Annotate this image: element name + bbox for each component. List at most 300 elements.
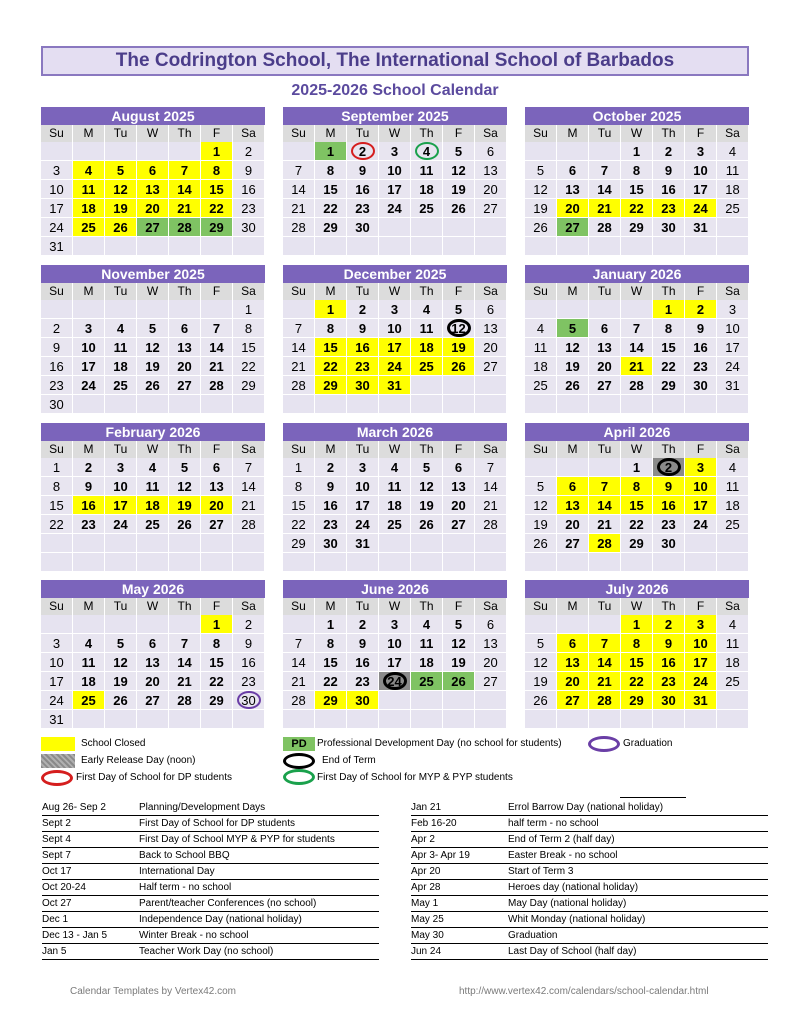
calendar-blank: [73, 237, 105, 256]
top-rule: [620, 797, 686, 798]
calendar-day: 9: [347, 161, 379, 180]
calendar-blank: [41, 300, 73, 319]
calendar-blank: [621, 237, 653, 256]
calendar-day: 1: [233, 300, 265, 319]
calendar-day: 7: [169, 161, 201, 180]
calendar-day: 9: [233, 161, 265, 180]
calendar-blank: [653, 710, 685, 729]
event-description: Independence Day (national holiday): [139, 914, 302, 925]
calendar-day: 10: [685, 161, 717, 180]
calendar-blank: [411, 395, 443, 414]
calendar-day: 30: [347, 376, 379, 395]
calendar-blank: [105, 615, 137, 634]
calendar-day: 16: [347, 180, 379, 199]
calendar-blank: [233, 237, 265, 256]
event-date: Feb 16-20: [411, 818, 457, 829]
event-description: Errol Barrow Day (national holiday): [508, 802, 664, 813]
calendar-day: 13: [169, 338, 201, 357]
calendar-day: 29: [233, 376, 265, 395]
event-date: Apr 2: [411, 834, 435, 845]
calendar-blank: [621, 395, 653, 414]
calendar-blank: [475, 534, 507, 553]
calendar-day: 11: [525, 338, 557, 357]
calendar-day: 18: [717, 180, 749, 199]
calendar-day: 12: [525, 653, 557, 672]
calendar-blank: [443, 691, 475, 710]
weekday-label: Su: [41, 125, 73, 142]
weekday-label: M: [557, 125, 589, 142]
calendar-subtitle: 2025-2026 School Calendar: [291, 82, 499, 99]
calendar-blank: [525, 710, 557, 729]
calendar-day: 28: [169, 691, 201, 710]
calendar-day: 27: [475, 357, 507, 376]
calendar-day: 3: [41, 161, 73, 180]
calendar-day: 18: [137, 496, 169, 515]
calendar-day: 25: [525, 376, 557, 395]
calendar-blank: [443, 395, 475, 414]
calendar-day: 14: [621, 338, 653, 357]
calendar-blank: [73, 615, 105, 634]
calendar-day: 12: [169, 477, 201, 496]
calendar-day: 28: [169, 218, 201, 237]
calendar-day: 17: [379, 338, 411, 357]
calendar-day: 27: [169, 376, 201, 395]
calendar-day: 15: [653, 338, 685, 357]
calendar-blank: [105, 553, 137, 572]
calendar-blank: [73, 300, 105, 319]
month-calendar: [525, 265, 749, 414]
weekday-label: Th: [411, 125, 443, 142]
calendar-day: 5: [443, 300, 475, 319]
calendar-blank: [105, 237, 137, 256]
weekday-label: Su: [525, 125, 557, 142]
event-date: Sept 4: [42, 834, 71, 845]
calendar-blank: [73, 395, 105, 414]
calendar-blank: [653, 553, 685, 572]
calendar-blank: [73, 534, 105, 553]
calendar-blank: [137, 300, 169, 319]
event-date: Dec 13 - Jan 5: [42, 930, 108, 941]
weekday-label: Sa: [717, 125, 749, 142]
calendar-day: 17: [105, 496, 137, 515]
calendar-day: 19: [525, 515, 557, 534]
calendar-day: 27: [137, 218, 169, 237]
calendar-blank: [233, 710, 265, 729]
calendar-day: 3: [685, 615, 717, 634]
calendar-blank: [525, 458, 557, 477]
calendar-blank: [201, 237, 233, 256]
month-calendar: [41, 265, 265, 414]
calendar-day: 14: [589, 180, 621, 199]
calendar-day: 30: [653, 534, 685, 553]
early-swatch: [41, 754, 75, 768]
calendar-blank: [475, 691, 507, 710]
calendar-day: 9: [685, 319, 717, 338]
weekday-label: F: [201, 441, 233, 458]
calendar-day: 15: [201, 180, 233, 199]
event-row: [411, 928, 768, 943]
calendar-day: 8: [201, 634, 233, 653]
calendar-day: 25: [717, 199, 749, 218]
weekday-label: F: [201, 283, 233, 300]
event-row: [42, 896, 379, 911]
event-description: Half term - no school: [139, 882, 232, 893]
legend-end-term: End of Term: [322, 755, 376, 766]
calendar-day: 1: [283, 458, 315, 477]
calendar-day: 12: [525, 496, 557, 515]
weekday-label: Su: [525, 598, 557, 615]
weekday-label: W: [621, 441, 653, 458]
calendar-day: 20: [557, 672, 589, 691]
calendar-blank: [169, 615, 201, 634]
calendar-day: 2: [315, 458, 347, 477]
calendar-day: 24: [73, 376, 105, 395]
calendar-day: 5: [557, 319, 589, 338]
calendar-blank: [315, 710, 347, 729]
calendar-day: 19: [443, 338, 475, 357]
calendar-day: 29: [315, 218, 347, 237]
event-row: [411, 864, 768, 879]
calendar-day: 22: [621, 515, 653, 534]
event-description: End of Term 2 (half day): [508, 834, 615, 845]
calendar-day: 27: [475, 672, 507, 691]
calendar-blank: [169, 300, 201, 319]
weekday-label: Th: [653, 283, 685, 300]
calendar-blank: [137, 237, 169, 256]
calendar-day: 9: [73, 477, 105, 496]
calendar-blank: [717, 553, 749, 572]
weekday-label: Sa: [717, 283, 749, 300]
calendar-day: 7: [283, 319, 315, 338]
month-calendar: [41, 423, 265, 572]
calendar-blank: [137, 395, 169, 414]
calendar-day: 31: [685, 691, 717, 710]
calendar-day: 26: [525, 218, 557, 237]
event-date: Sept 7: [42, 850, 71, 861]
month-title: March 2026: [283, 423, 507, 441]
weekday-label: Th: [653, 441, 685, 458]
calendar-day: 26: [443, 199, 475, 218]
event-description: First Day of School for DP students: [139, 818, 295, 829]
calendar-day: 14: [589, 653, 621, 672]
calendar-day: 10: [41, 180, 73, 199]
calendar-blank: [379, 710, 411, 729]
calendar-day: 5: [169, 458, 201, 477]
weekday-label: Sa: [475, 283, 507, 300]
calendar-blank: [717, 710, 749, 729]
calendar-blank: [411, 237, 443, 256]
calendar-day: 24: [379, 357, 411, 376]
calendar-day: 11: [73, 180, 105, 199]
event-date: Apr 28: [411, 882, 441, 893]
calendar-day: 2: [233, 615, 265, 634]
weekday-label: Tu: [105, 283, 137, 300]
calendar-day: 13: [475, 161, 507, 180]
calendar-day: 31: [41, 237, 73, 256]
calendar-day: 17: [379, 180, 411, 199]
weekday-label: F: [685, 441, 717, 458]
weekday-label: M: [73, 598, 105, 615]
calendar-day: 31: [717, 376, 749, 395]
calendar-day: 13: [443, 477, 475, 496]
calendar-day: 21: [283, 357, 315, 376]
calendar-day: 3: [685, 458, 717, 477]
weekday-label: Su: [41, 441, 73, 458]
calendar-blank: [621, 300, 653, 319]
legend-closed: School Closed: [81, 738, 146, 749]
calendar-day: 25: [105, 376, 137, 395]
weekday-label: Tu: [589, 125, 621, 142]
calendar-day: 21: [589, 515, 621, 534]
calendar-day: 9: [347, 319, 379, 338]
calendar-blank: [379, 237, 411, 256]
calendar-blank: [347, 553, 379, 572]
weekday-label: Th: [653, 598, 685, 615]
calendar-day: 20: [475, 338, 507, 357]
calendar-blank: [233, 534, 265, 553]
event-description: Planning/Development Days: [139, 802, 266, 813]
calendar-day: 4: [411, 142, 443, 161]
calendar-blank: [137, 142, 169, 161]
calendar-blank: [685, 237, 717, 256]
weekday-label: M: [557, 598, 589, 615]
pd-swatch: PD: [283, 737, 315, 751]
calendar-blank: [379, 691, 411, 710]
calendar-blank: [233, 395, 265, 414]
calendar-day: 23: [347, 199, 379, 218]
event-row: [411, 816, 768, 831]
event-date: Oct 20-24: [42, 882, 86, 893]
event-date: Sept 2: [42, 818, 71, 829]
calendar-day: 7: [589, 634, 621, 653]
calendar-day: 17: [379, 653, 411, 672]
weekday-label: Tu: [589, 441, 621, 458]
event-row: [42, 864, 379, 879]
calendar-day: 13: [557, 180, 589, 199]
calendar-day: 25: [411, 357, 443, 376]
weekday-label: Tu: [589, 598, 621, 615]
calendar-day: 10: [379, 161, 411, 180]
calendar-day: 19: [443, 180, 475, 199]
event-row: [42, 816, 379, 831]
calendar-day: 11: [137, 477, 169, 496]
month-calendar: [283, 580, 507, 729]
calendar-blank: [105, 142, 137, 161]
weekday-label: Sa: [233, 441, 265, 458]
calendar-day: 2: [347, 615, 379, 634]
calendar-day: 4: [411, 300, 443, 319]
calendar-blank: [411, 218, 443, 237]
calendar-day: 21: [201, 357, 233, 376]
weekday-label: Th: [169, 283, 201, 300]
calendar-day: 7: [201, 319, 233, 338]
weekday-label: F: [685, 598, 717, 615]
calendar-day: 21: [589, 199, 621, 218]
calendar-day: 26: [169, 515, 201, 534]
event-row: [411, 880, 768, 895]
calendar-day: 26: [105, 218, 137, 237]
weekday-label: M: [557, 441, 589, 458]
event-description: Teacher Work Day (no school): [139, 946, 274, 957]
calendar-day: 7: [283, 634, 315, 653]
calendar-day: 12: [443, 634, 475, 653]
calendar-blank: [443, 376, 475, 395]
calendar-day: 1: [315, 142, 347, 161]
calendar-day: 23: [233, 672, 265, 691]
calendar-day: 24: [685, 199, 717, 218]
calendar-day: 17: [41, 672, 73, 691]
calendar-day: 11: [717, 634, 749, 653]
calendar-day: 24: [685, 672, 717, 691]
calendar-day: 4: [379, 458, 411, 477]
event-description: Easter Break - no school: [508, 850, 618, 861]
calendar-day: 21: [169, 199, 201, 218]
calendar-blank: [41, 553, 73, 572]
calendar-day: 2: [347, 142, 379, 161]
calendar-day: 8: [315, 161, 347, 180]
month-calendar: [41, 107, 265, 256]
event-description: Whit Monday (national holiday): [508, 914, 646, 925]
weekday-label: Th: [411, 598, 443, 615]
calendar-day: 4: [525, 319, 557, 338]
calendar-day: 27: [557, 218, 589, 237]
calendar-day: 11: [411, 634, 443, 653]
calendar-blank: [411, 553, 443, 572]
calendar-day: 23: [653, 199, 685, 218]
calendar-day: 15: [315, 180, 347, 199]
calendar-day: 20: [201, 496, 233, 515]
event-row: [411, 944, 768, 959]
calendar-day: 23: [347, 357, 379, 376]
calendar-blank: [717, 237, 749, 256]
calendar-day: 15: [315, 653, 347, 672]
red-ring-icon: [41, 770, 73, 786]
calendar-blank: [589, 615, 621, 634]
weekday-label: W: [379, 598, 411, 615]
calendar-day: 20: [137, 672, 169, 691]
calendar-day: 2: [347, 300, 379, 319]
calendar-blank: [169, 710, 201, 729]
calendar-blank: [379, 534, 411, 553]
weekday-label: F: [201, 598, 233, 615]
event-row: [411, 848, 768, 863]
calendar-day: 16: [233, 653, 265, 672]
calendar-day: 3: [685, 142, 717, 161]
calendar-day: 13: [475, 634, 507, 653]
calendar-day: 1: [315, 300, 347, 319]
calendar-day: 11: [379, 477, 411, 496]
calendar-day: 20: [443, 496, 475, 515]
calendar-blank: [685, 534, 717, 553]
calendar-day: 22: [621, 199, 653, 218]
calendar-blank: [201, 300, 233, 319]
calendar-blank: [315, 395, 347, 414]
event-row: [42, 928, 379, 943]
calendar-blank: [557, 553, 589, 572]
calendar-blank: [315, 237, 347, 256]
calendar-day: 19: [105, 672, 137, 691]
black-ring-icon: [283, 753, 315, 769]
calendar-day: 17: [73, 357, 105, 376]
calendar-day: 26: [525, 691, 557, 710]
weekday-label: Su: [283, 283, 315, 300]
calendar-day: 18: [105, 357, 137, 376]
calendar-day: 30: [315, 534, 347, 553]
calendar-day: 13: [201, 477, 233, 496]
calendar-blank: [169, 534, 201, 553]
calendar-day: 9: [233, 634, 265, 653]
calendar-blank: [557, 142, 589, 161]
calendar-day: 17: [347, 496, 379, 515]
calendar-day: 6: [201, 458, 233, 477]
calendar-day: 9: [653, 634, 685, 653]
month-title: May 2026: [41, 580, 265, 598]
calendar-day: 20: [475, 180, 507, 199]
calendar-day: 9: [653, 161, 685, 180]
calendar-day: 29: [653, 376, 685, 395]
calendar-blank: [379, 395, 411, 414]
month-title: January 2026: [525, 265, 749, 283]
calendar-day: 10: [717, 319, 749, 338]
calendar-day: 26: [105, 691, 137, 710]
calendar-blank: [105, 710, 137, 729]
event-row: [42, 832, 379, 847]
calendar-day: 6: [169, 319, 201, 338]
calendar-day: 24: [347, 515, 379, 534]
calendar-day: 6: [137, 634, 169, 653]
event-date: Apr 20: [411, 866, 441, 877]
calendar-day: 16: [347, 653, 379, 672]
calendar-day: 13: [557, 496, 589, 515]
calendar-blank: [475, 376, 507, 395]
calendar-day: 17: [717, 338, 749, 357]
event-row: [42, 848, 379, 863]
calendar-day: 12: [105, 653, 137, 672]
calendar-day: 30: [41, 395, 73, 414]
weekday-label: M: [315, 598, 347, 615]
calendar-day: 14: [283, 653, 315, 672]
calendar-day: 12: [557, 338, 589, 357]
calendar-day: 1: [653, 300, 685, 319]
calendar-day: 17: [41, 199, 73, 218]
calendar-day: 22: [41, 515, 73, 534]
calendar-blank: [201, 553, 233, 572]
calendar-blank: [443, 534, 475, 553]
calendar-day: 5: [525, 161, 557, 180]
weekday-label: Su: [41, 283, 73, 300]
weekday-label: Sa: [475, 125, 507, 142]
calendar-day: 19: [169, 496, 201, 515]
calendar-day: 14: [169, 653, 201, 672]
calendar-day: 16: [653, 496, 685, 515]
calendar-day: 15: [315, 338, 347, 357]
calendar-day: 14: [283, 338, 315, 357]
calendar-blank: [137, 615, 169, 634]
calendar-day: 23: [73, 515, 105, 534]
calendar-day: 16: [653, 653, 685, 672]
calendar-day: 4: [137, 458, 169, 477]
school-title: The Codrington School, The International School of Barbados: [41, 46, 749, 76]
calendar-day: 22: [283, 515, 315, 534]
event-date: May 30: [411, 930, 444, 941]
calendar-blank: [233, 553, 265, 572]
calendar-day: 6: [137, 161, 169, 180]
weekday-label: W: [137, 125, 169, 142]
calendar-day: 27: [589, 376, 621, 395]
calendar-day: 21: [283, 672, 315, 691]
calendar-day: 23: [347, 672, 379, 691]
calendar-blank: [685, 710, 717, 729]
